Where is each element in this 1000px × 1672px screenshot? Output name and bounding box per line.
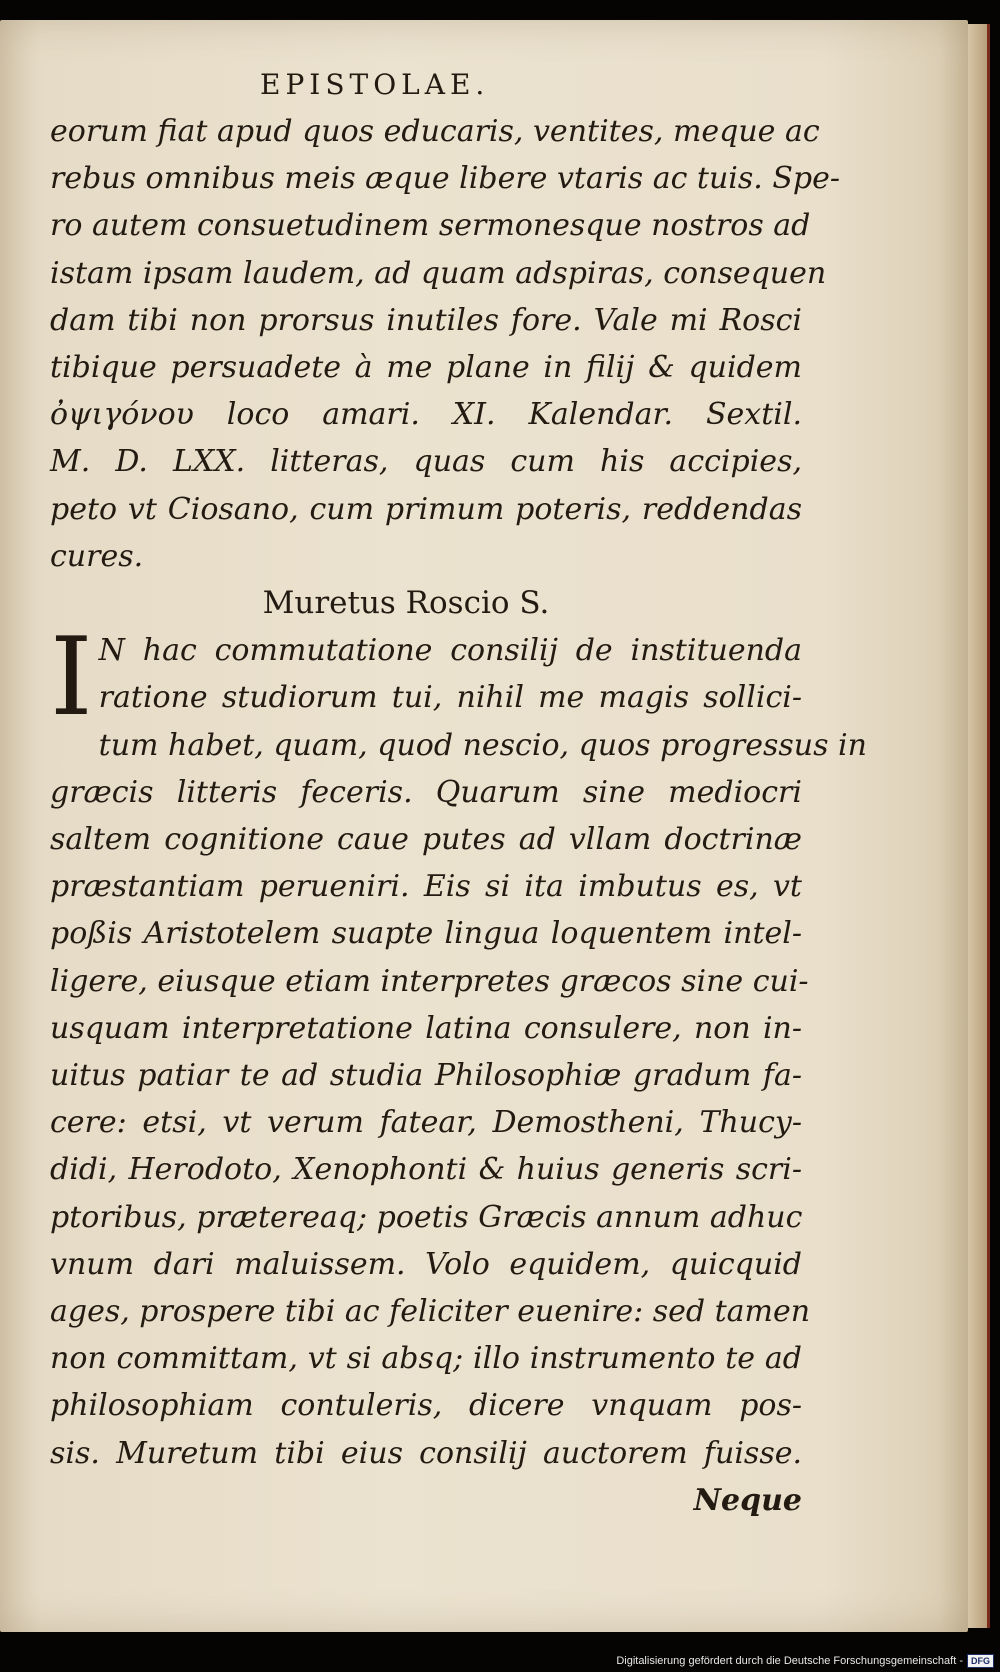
text-line: tum habet, quam, quod nescio, quos progressus in: [98, 727, 867, 763]
text-line: peto vt Ciosano, cum primum poteris, reddendas: [50, 491, 802, 527]
text-line: saltem cognitione caue putes ad vllam doctrinæ: [50, 822, 802, 858]
text-line: usquam interpretatione latina consulere, non in-: [50, 1010, 802, 1046]
text-line: tibique persuadete à me plane in filij & quidem: [50, 350, 802, 386]
text-line: ages, prospere tibi ac feliciter euenire: sed tamen: [50, 1294, 811, 1330]
text-line: præstantiam perueniri. Eis si ita imbutus es, vt: [50, 869, 802, 905]
running-head: EPISTOLAE.: [260, 68, 490, 101]
text-line: eorum fiat apud quos educaris, ventites, meque ac: [50, 114, 820, 149]
text-line: ratione studiorum tui, nihil me magis sollici-: [98, 680, 802, 716]
text-line: ptoribus, prætereaq; poetis Græcis annum adhuc: [50, 1199, 803, 1235]
letter-body: [50, 615, 867, 1477]
text-line: rebus omnibus meis æque libere vtaris ac tuis. Spe-: [50, 161, 841, 197]
digitization-credit: [616, 1654, 994, 1668]
letter-heading: Muretus Roscio S.: [262, 585, 550, 622]
text-line: philosophiam contuleris, dicere vnquam pos-: [50, 1388, 802, 1424]
text-line: uitus patiar te ad studia Philosophiæ gradum fa-: [50, 1058, 802, 1094]
drop-cap: I: [50, 615, 93, 741]
text-line: poßis Aristotelem suapte lingua loquentem intel-: [50, 916, 802, 952]
text-line: M. D. LXX. litteras, quas cum his accipies,: [50, 444, 802, 480]
text-line: ro autem consuetudinem sermonesque nostros ad: [50, 208, 811, 244]
text-line: istam ipsam laudem, ad quam adspiras, consequen: [50, 255, 827, 291]
text-line: cere: etsi, vt verum fatear, Demostheni, Thucy-: [50, 1105, 802, 1141]
text-line: ligere, eiusque etiam interpretes græcos sine cui-: [50, 963, 809, 999]
text-line: non committam, vt si absq; illo instrumento te ad: [50, 1341, 802, 1377]
text-line: N hac commutatione consilij de instituenda: [98, 633, 802, 669]
page-text: [50, 62, 867, 1524]
text-line: ὀψιγόνου loco amari. XI. Kalendar. Sextil.: [50, 397, 802, 433]
letter-ending: [50, 108, 841, 580]
text-line: græcis litteris feceris. Quarum sine mediocri: [50, 774, 802, 810]
text-line: cures.: [50, 538, 144, 574]
dfg-logo: DFG: [967, 1654, 994, 1668]
text-line: sis. Muretum tibi eius consilij auctorem fuisse.: [50, 1435, 802, 1471]
credit-text: Digitalisierung gefördert durch die Deutsche Forschungsgemeinschaft -: [616, 1655, 963, 1667]
text-line: didi, Herodoto, Xenophonti & huius generis scri-: [50, 1152, 802, 1188]
text-line: dam tibi non prorsus inutiles fore. Vale mi Rosci: [50, 302, 802, 338]
catchword: Neque: [693, 1482, 802, 1518]
text-line: vnum dari maluissem. Volo equidem, quicquid: [50, 1246, 802, 1282]
